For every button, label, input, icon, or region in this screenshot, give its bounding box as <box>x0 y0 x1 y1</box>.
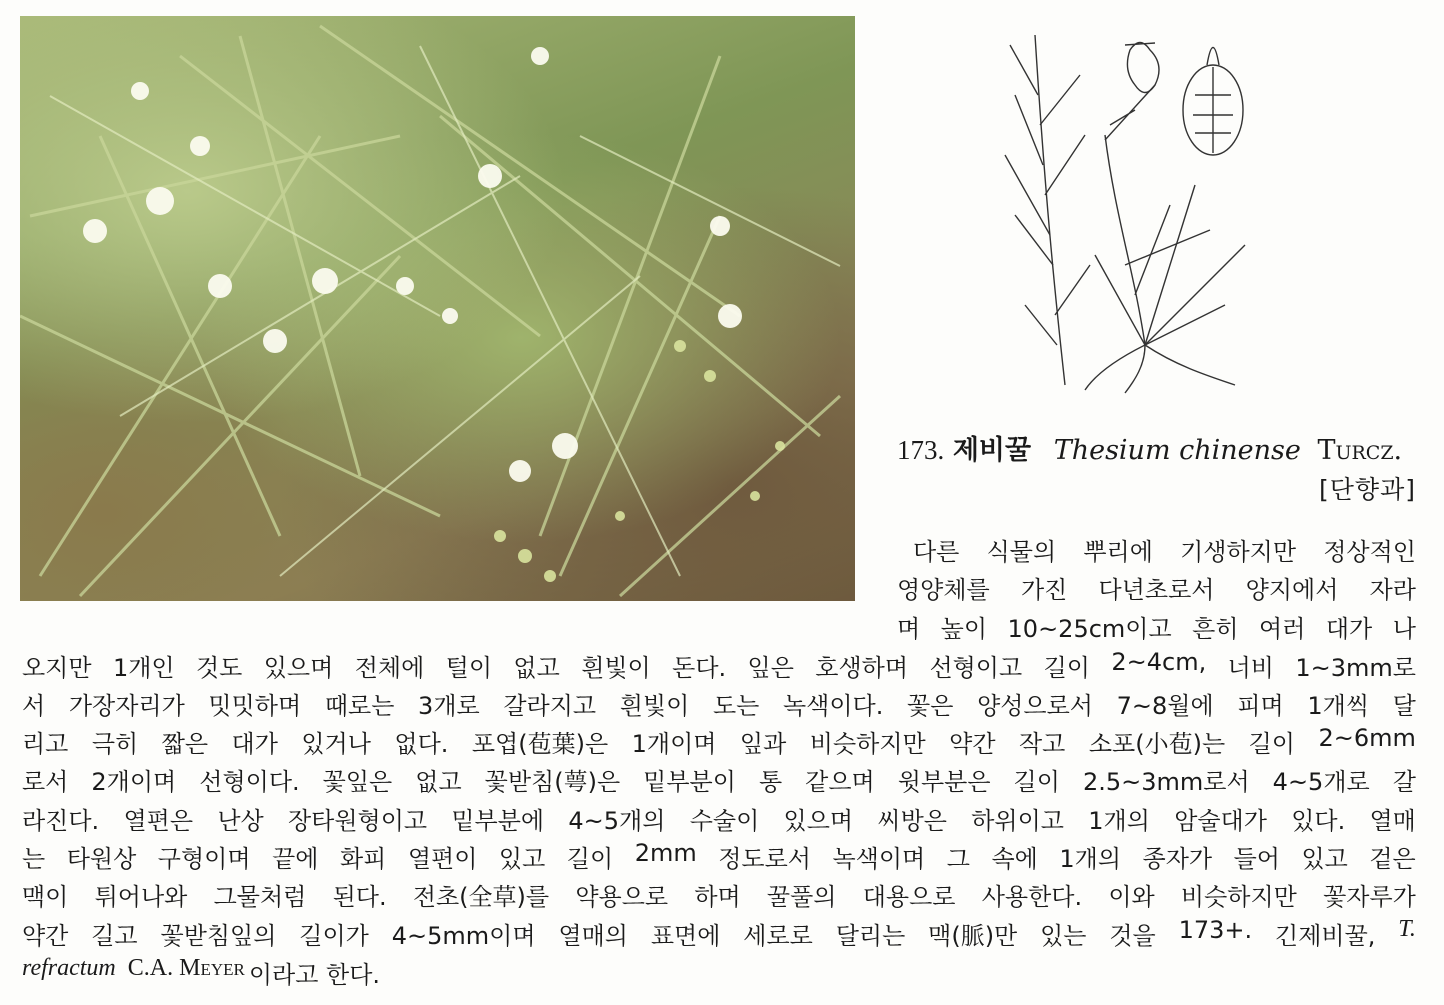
description-line <box>22 801 1416 836</box>
word: 기생하지만 <box>1180 538 1297 566</box>
word: 3개로 <box>418 692 480 720</box>
word: 꽃자루가 <box>1323 883 1416 911</box>
description-line <box>897 609 1416 644</box>
word: 4~5개의 <box>568 807 666 835</box>
closing-text: 이라고 한다. <box>248 961 381 989</box>
word: 튀어나와 <box>94 883 188 911</box>
word: 씨방은 <box>877 807 947 835</box>
word: 속에 <box>991 845 1038 873</box>
photo-foliage <box>20 16 855 601</box>
word: 없다. <box>394 730 449 758</box>
word: 1개인 <box>112 654 175 682</box>
word: 뿌리에 <box>1083 538 1153 566</box>
word: 포엽(苞葉)은 <box>471 730 609 758</box>
description-line <box>22 762 1416 797</box>
word: 선형이고 <box>929 654 1023 682</box>
word: 사용한다. <box>981 883 1083 911</box>
word: 있고 <box>1301 845 1348 873</box>
word: 꿀풀의 <box>766 883 837 911</box>
family-name: [단향과] <box>1319 475 1416 504</box>
word: 흰빛이 <box>581 654 651 682</box>
word: 약간 <box>949 730 996 758</box>
word: 난상 <box>217 807 264 835</box>
word: 길이 <box>1248 730 1295 758</box>
word: 너비 <box>1227 654 1274 682</box>
word: 없고 <box>513 654 560 682</box>
word: 길이 <box>566 845 614 873</box>
word: 약간 <box>22 922 69 950</box>
illustration-drawing <box>995 15 1275 395</box>
word: 윗부분은 <box>897 768 991 796</box>
word: 가장자리가 <box>68 692 185 720</box>
word: 들어 <box>1233 845 1280 873</box>
genus-abbreviation: T. <box>1398 916 1416 942</box>
word: 돈다. <box>672 654 727 682</box>
word: 녹색이다. <box>783 692 884 720</box>
word: 피며 <box>1237 692 1284 720</box>
word: 2mm <box>634 839 697 867</box>
word: 소포(小苞)는 <box>1088 730 1226 758</box>
word: 타원상 <box>66 845 137 873</box>
word: 는 <box>22 845 46 873</box>
word: 1~3mm로 <box>1295 654 1416 682</box>
word: 약용으로 <box>575 883 669 911</box>
word: 있으며 <box>263 654 334 682</box>
word: 세로로 <box>743 922 813 950</box>
word: 열편은 <box>123 807 194 835</box>
entry-heading <box>897 428 1417 467</box>
word: 4~5mm이며 <box>391 922 536 950</box>
word: 1개씩 <box>1307 692 1369 720</box>
entry-number: 173. <box>897 435 945 465</box>
word: 그 <box>946 845 970 873</box>
word: 대가 <box>1325 615 1373 643</box>
word: 있고 <box>498 845 546 873</box>
word: 가진 <box>1020 576 1068 604</box>
word: 녹색이며 <box>832 845 926 873</box>
word: 작고 <box>1019 730 1066 758</box>
word: 양성으로서 <box>977 692 1093 720</box>
description-line-with-tail <box>22 916 1416 951</box>
word: 서 <box>22 692 46 720</box>
word: 하며 <box>694 883 741 911</box>
word: 열편이 <box>407 845 478 873</box>
word: 것도 <box>195 654 243 682</box>
word: 이와 <box>1108 883 1155 911</box>
author-citation: Turcz. <box>1317 435 1403 466</box>
word: 통 <box>758 768 783 796</box>
description-line <box>897 570 1416 605</box>
word: 대용으로 <box>862 883 956 911</box>
word: 2개이며 <box>91 768 177 796</box>
word: 10~25cm이고 <box>1007 615 1172 643</box>
word: 갈라지고 <box>503 692 597 720</box>
word: 꽃받침(萼)은 <box>484 768 621 796</box>
word: 표면에 <box>650 922 721 950</box>
word: 1개의 <box>1088 807 1150 835</box>
word: 때로는 <box>324 692 395 720</box>
korean-name: 제비꿀 <box>952 435 1032 466</box>
word: 다른 <box>913 538 960 566</box>
botanical-illustration <box>995 15 1275 395</box>
word: 2~4cm, <box>1111 648 1207 676</box>
plant-photo <box>20 16 855 601</box>
word: 나 <box>1392 615 1416 643</box>
word: 비슷하지만 <box>809 730 926 758</box>
word: 화피 <box>339 845 387 873</box>
word: 그물처럼 <box>213 883 307 911</box>
word: 꽃은 <box>907 692 954 720</box>
word: 며 <box>897 615 921 643</box>
word: 7~8월에 <box>1116 692 1214 720</box>
word: 하위이고 <box>971 807 1064 835</box>
word: 겉은 <box>1369 845 1416 873</box>
scientific-name: Thesium chinense <box>1053 435 1301 466</box>
description-line <box>22 686 1416 721</box>
word: 리고 <box>22 730 69 758</box>
word: 있으며 <box>783 807 854 835</box>
word: 끝에 <box>272 845 319 873</box>
word: 것을 <box>1109 922 1156 950</box>
word: 라진다. <box>22 807 100 835</box>
word: 수술이 <box>689 807 760 835</box>
word: 있는 <box>1040 922 1087 950</box>
related-species-epithet: refractum <box>22 955 116 981</box>
word: 로서 <box>22 768 69 796</box>
word: 4~5개로 <box>1272 768 1370 796</box>
word: 밑부분이 <box>643 768 736 796</box>
word: 1개의 <box>1059 845 1121 873</box>
description-line <box>913 532 1416 567</box>
word: 달리는 <box>835 922 906 950</box>
word: 여러 <box>1259 615 1306 643</box>
word: 있다. <box>1291 807 1346 835</box>
word: 밋밋하며 <box>208 692 302 720</box>
word: 구형이며 <box>157 845 251 873</box>
word: 길고 <box>91 922 138 950</box>
related-species-author: C.A. Meyer <box>127 955 245 981</box>
word: 2.5~3mm로서 <box>1082 768 1250 796</box>
word: 1개이며 <box>631 730 717 758</box>
word: 오지만 <box>22 654 92 682</box>
word: 잎은 <box>747 654 794 682</box>
word: 높이 <box>940 615 988 643</box>
word: 전체에 <box>354 654 425 682</box>
word: 173+. <box>1178 916 1253 944</box>
word: 꽃잎은 <box>322 768 393 796</box>
word: 길이 <box>1043 654 1090 682</box>
word: 정상적인 <box>1323 538 1416 566</box>
word: 있거나 <box>301 730 371 758</box>
word: 맥이 <box>22 883 69 911</box>
word: 길이 <box>1013 768 1060 796</box>
word: 2~6mm <box>1318 724 1416 752</box>
word: 길이가 <box>299 922 369 950</box>
word: 암술대가 <box>1174 807 1267 835</box>
word: 흰빛이 <box>619 692 690 720</box>
word: 도는 <box>712 692 760 720</box>
word: 전초(全草)를 <box>412 883 550 911</box>
word: 열매의 <box>558 922 628 950</box>
word: 비슷하지만 <box>1180 883 1297 911</box>
word: 영양체를 <box>897 576 990 604</box>
word: 열매 <box>1369 807 1416 835</box>
word: 된다. <box>332 883 387 911</box>
word: 식물의 <box>986 538 1057 566</box>
word: 종자가 <box>1142 845 1213 873</box>
word: 밑부분에 <box>451 807 545 835</box>
description-line <box>22 839 1416 874</box>
word: 대가 <box>231 730 278 758</box>
word: 정도로서 <box>718 845 811 873</box>
word: 털이 <box>445 654 493 682</box>
word: 같으며 <box>805 768 875 796</box>
description-line <box>22 648 1416 683</box>
word: 없고 <box>415 768 462 796</box>
word: 선형이다. <box>199 768 300 796</box>
word: 꽃받침잎의 <box>160 922 277 950</box>
word: 자라 <box>1369 576 1416 604</box>
description-line <box>22 877 1416 912</box>
word: 달 <box>1392 692 1416 720</box>
word: 장타원형이고 <box>287 807 428 835</box>
word: 양지에서 <box>1245 576 1339 604</box>
word: 다년초로서 <box>1098 576 1215 604</box>
description-last-line <box>22 955 1416 990</box>
word: 잎과 <box>739 730 787 758</box>
word: 극히 <box>91 730 139 758</box>
word: 갈 <box>1392 768 1416 796</box>
description-line <box>22 724 1416 759</box>
word: 호생하며 <box>815 654 909 682</box>
word: 흔히 <box>1192 615 1239 643</box>
word: 맥(脈)만 <box>928 922 1018 950</box>
word: 긴제비꿀, <box>1275 922 1376 950</box>
word: 짧은 <box>161 730 209 758</box>
